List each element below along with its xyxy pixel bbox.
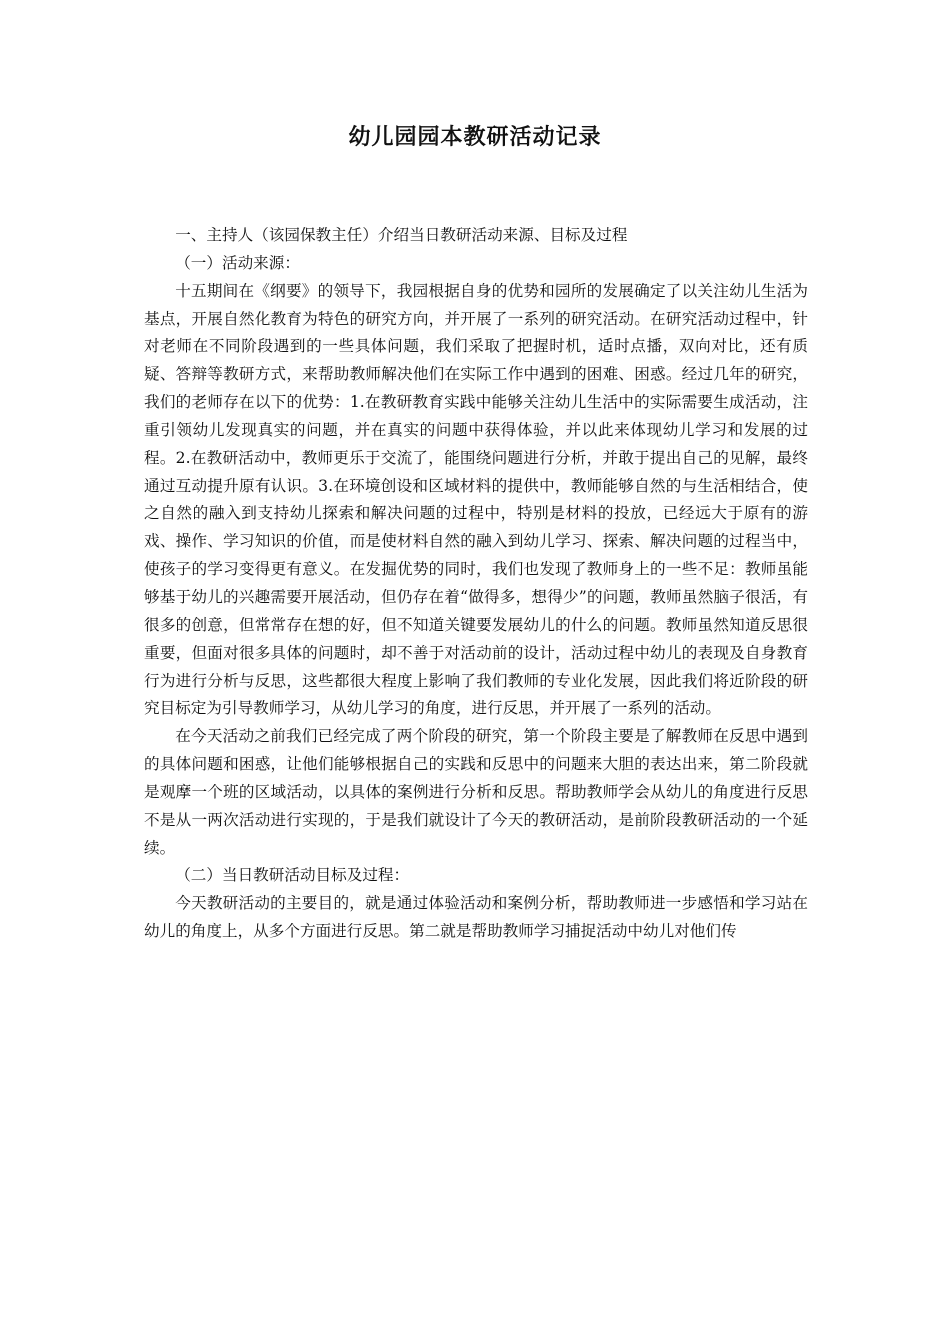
subheading-activity-source: （一）活动来源： [175, 253, 300, 272]
document-title: 幼儿园园本教研活动记录 [348, 124, 602, 150]
subheading-goals-process: （二）当日教研活动目标及过程： [175, 866, 410, 885]
paragraph-main-goals: 今天教研活动的主要目的，就是通过体验活动和案例分析，帮助教师进一步感悟和学习站在幼儿的角度上，从多个方面进行反思。第二就是帮助教师学习捕捉活动中幼儿对他们传 [144, 894, 808, 941]
paragraph-background: 十五期间在《纲要》的领导下，我园根据自身的优势和园所的发展确定了以关注幼儿生活为基点，开展自然化教育为特色的研究方向，并开展了一系列的研究活动。在研究活动过程中，针对老师在不同阶段遇到的一些具体问题，我们采取了把握时机，适时点播，双向对比，还有质疑、答辩等教研方式，来帮助教师解决他们在实际工作中遇到的困难、困惑。经过几年的研究，我们的老师存在以下的优势：1.在教研教育实践中能够关注幼儿生活中的实际需要生成活动，注重引领幼儿发现真实的问题，并在真实的问题中获得体验，并以此来体现幼儿学习和发展的过程。2.在教研活动中，教师更乐于交流了，能围绕问题进行分析，并敢于提出自己的见解，最终通过互动提升原有认识。3.在环境创设和区域材料的提供中，教师能够自然的与生活相结合，使之自然的融入到支持幼儿探索和解决问题的过程中，特别是材料的投放，已经远大于原有的游戏、操作、学习知识的价值，而是使材料自然的融入到幼儿学习、探索、解决问题的过程当中，使孩子的学习变得更有意义。在发掘优势的同时，我们也发现了教师身上的一些不足：教师虽能够基于幼儿的兴趣需要开展活动，但仍存在着“做得多，想得少”的问题，教师虽然脑子很活，有很多的创意，但常常存在想的好，但不知道关键要发展幼儿的什么的问题。教师虽然知道反思很重要，但面对很多具体的问题时，却不善于对活动前的设计，活动过程中幼儿的表现及自身教育行为进行分析与反思，这些都很大程度上影响了我们教师的专业化发展，因此我们将近阶段的研究目标定为引导教师学习，从幼儿学习的角度，进行反思，并开展了一系列的活动。 [144, 281, 808, 718]
paragraph-previous-stages: 在今天活动之前我们已经完成了两个阶段的研究，第一个阶段主要是了解教师在反思中遇到的具体问题和困惑，让他们能够根据自己的实践和反思中的问题来大胆的表达出来，第二阶段就是观摩一个班的区域活动，以具体的案例进行分析和反思。帮助教师学会从幼儿的角度进行反思不是从一两次活动进行实现的，于是我们就设计了今天的教研活动，是前阶段教研活动的一个延续。 [144, 727, 808, 857]
section-heading-host-intro: 一、主持人（该园保教主任）介绍当日教研活动来源、目标及过程 [175, 226, 628, 244]
document-body [144, 222, 808, 946]
